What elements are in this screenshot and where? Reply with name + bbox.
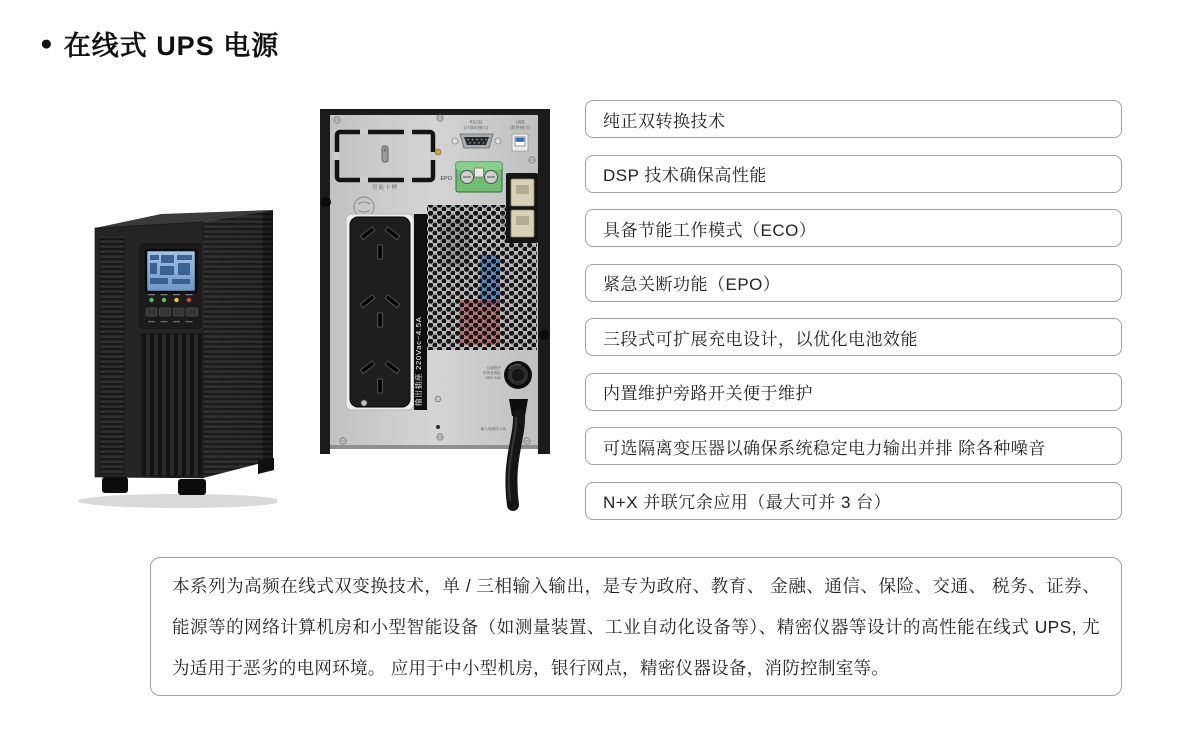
usb-label-line2: (软件接口) — [510, 125, 530, 130]
rear-top-edge — [320, 109, 550, 115]
rs232-label-line1: RS232 — [469, 119, 483, 125]
rear-bottom-edge — [330, 445, 538, 449]
breaker-label-line2: 可恢复保险 — [483, 371, 501, 375]
gold-screw — [435, 149, 441, 155]
input-cable-label: 输入电源线 10A — [480, 427, 506, 431]
epo-label: EPO — [440, 176, 452, 182]
page-title — [40, 24, 279, 63]
rear-right-bezel — [538, 109, 550, 454]
feature-item-7: 可选隔离变压器以确保系统稳定电力输出并排 除各种噪音 — [585, 427, 1122, 465]
control-panel — [138, 242, 203, 330]
breaker-label-line3: 250V 10A — [485, 376, 501, 380]
ups-rear-image — [320, 107, 550, 517]
bezel-knob — [539, 330, 549, 340]
outlet-strip-label: 输出插座 220Vac~4.5A — [414, 316, 423, 406]
front-vent-column — [100, 236, 124, 474]
product-description-box — [150, 557, 1122, 696]
page-title-text: 在线式 UPS 电源 — [63, 31, 280, 61]
feature-item-6: 内置维护旁路开关便于维护 — [585, 373, 1122, 411]
battery-connector-label: 电池接口 — [501, 211, 505, 227]
product-description-text: 本系列为高频在线式双变换技术，单 / 三相输入输出，是专为政府、教育、 金融、通信、保险、交通、 税务、证券、能源等的网络计算机房和小型智能设备（如测量装置、工业自动化设备等）、精密仪器等设计的高性能在线式 UPS, 尤为适用于恶劣的电网环境。 应用于中小型机房，银行网点，精密仪器设备，消防控制室等。 — [172, 576, 1100, 678]
usb-label-line1: USB — [515, 119, 525, 125]
rs232-label-line2: (计算机接口) — [464, 125, 488, 130]
rear-left-bezel — [320, 109, 330, 454]
ups-side-face — [203, 210, 273, 478]
bezel-knob — [321, 197, 331, 207]
breaker-label-line1: 过载保护 — [486, 366, 501, 370]
bullet-icon: ● — [40, 32, 53, 55]
feature-item-8: N+X 并联冗余应用（最大可并 3 台） — [585, 482, 1122, 520]
feature-item-3: 具备节能工作模式（ECO） — [585, 209, 1122, 247]
feature-item-2: DSP 技术确保高性能 — [585, 155, 1122, 193]
ups-front-image — [62, 208, 277, 518]
front-grille — [141, 334, 203, 476]
feature-list — [585, 100, 1122, 520]
output-sockets — [346, 214, 427, 410]
smart-slot-label: 智能卡槽 — [371, 185, 399, 191]
feature-item-1: 纯正双转换技术 — [585, 100, 1122, 138]
feature-item-4: 紧急关断功能（EPO） — [585, 264, 1122, 302]
front-shadow — [78, 494, 277, 508]
usb-port — [510, 120, 530, 152]
feature-item-5: 三段式可扩展充电设计，以优化电池效能 — [585, 318, 1122, 356]
